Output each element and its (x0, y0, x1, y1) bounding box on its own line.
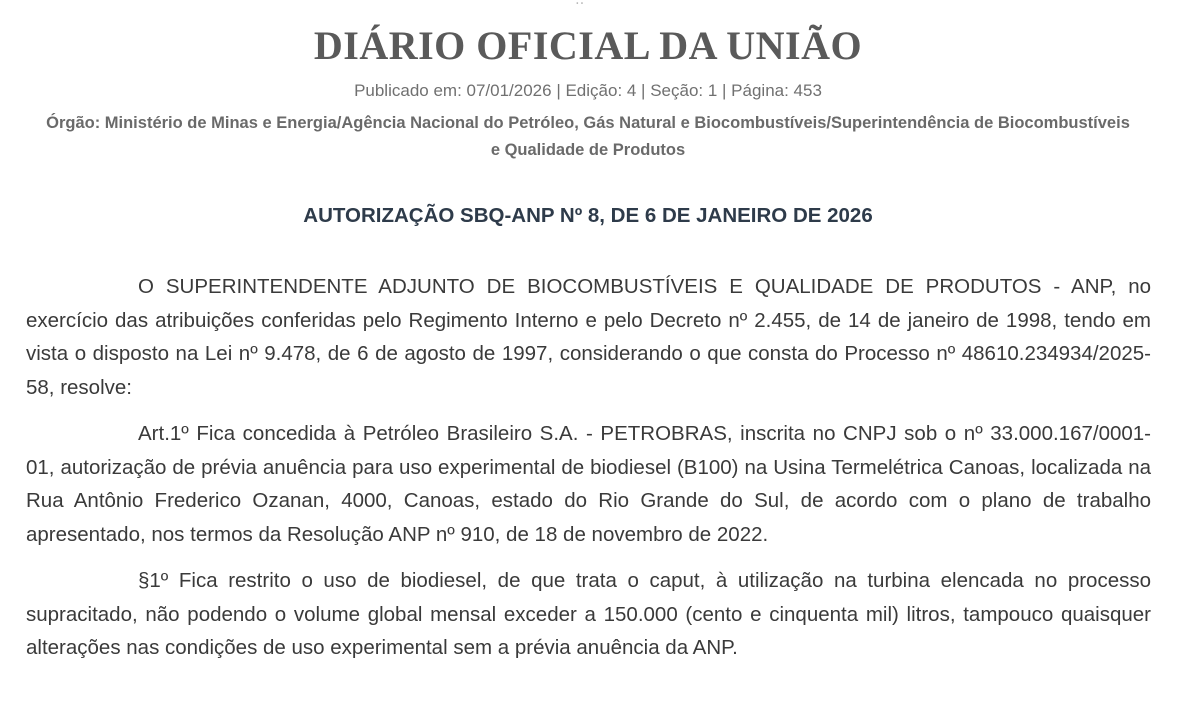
masthead-title: DIÁRIO OFICIAL DA UNIÃO (313, 23, 863, 68)
cropped-top-glyph (575, 0, 584, 4)
preamble-paragraph: O SUPERINTENDENTE ADJUNTO DE BIOCOMBUSTÍVEIS E QUALIDADE DE PRODUTOS - ANP, no exercício das atribuições conferidas pelo Regimento Interno e pelo Decreto nº 2.455, de 14 de janeiro de 1998, tendo em vista o disposto na Lei nº 9.478, de 6 de agosto de 1997, considerando o que consta do Processo nº 48610.234934/2025-58, resolve: (26, 275, 1151, 399)
publication-info: Publicado em: 07/01/2026 | Edição: 4 | Seção: 1 | Página: 453 (354, 81, 822, 100)
article-1-paragraph: Art.1º Fica concedida à Petróleo Brasileiro S.A. - PETROBRAS, inscrita no CNPJ sob o nº 33.000.167/0001-01, autorização de prévia anuência para uso experimental de biodiesel (B100) na Usina Termelétrica Canoas, localizada na Rua Antônio Frederico Ozanan, 4000, Canoas, estado do Rio Grande do Sul, de acordo com o plano de trabalho apresentado, nos termos da Resolução ANP nº 910, de 18 de novembro de 2022. (26, 422, 1151, 546)
issuing-organ: Órgão: Ministério de Minas e Energia/Agência Nacional do Petróleo, Gás Natural e Biocombustíveis/Superintendência de Biocombustíveis e Qualidade de Produtos (46, 114, 1130, 159)
act-body (26, 270, 1151, 678)
act-title: AUTORIZAÇÃO SBQ-ANP Nº 8, DE 6 DE JANEIRO DE 2026 (303, 204, 873, 227)
paragraph-1-clause: §1º Fica restrito o uso de biodiesel, de que trata o caput, à utilização na turbina elencada no processo supracitado, não podendo o volume global mensal exceder a 150.000 (cento e cinquenta mil) litros, tampouco quaisquer alterações nas condições de uso experimental sem a prévia anuência da ANP. (26, 569, 1151, 659)
